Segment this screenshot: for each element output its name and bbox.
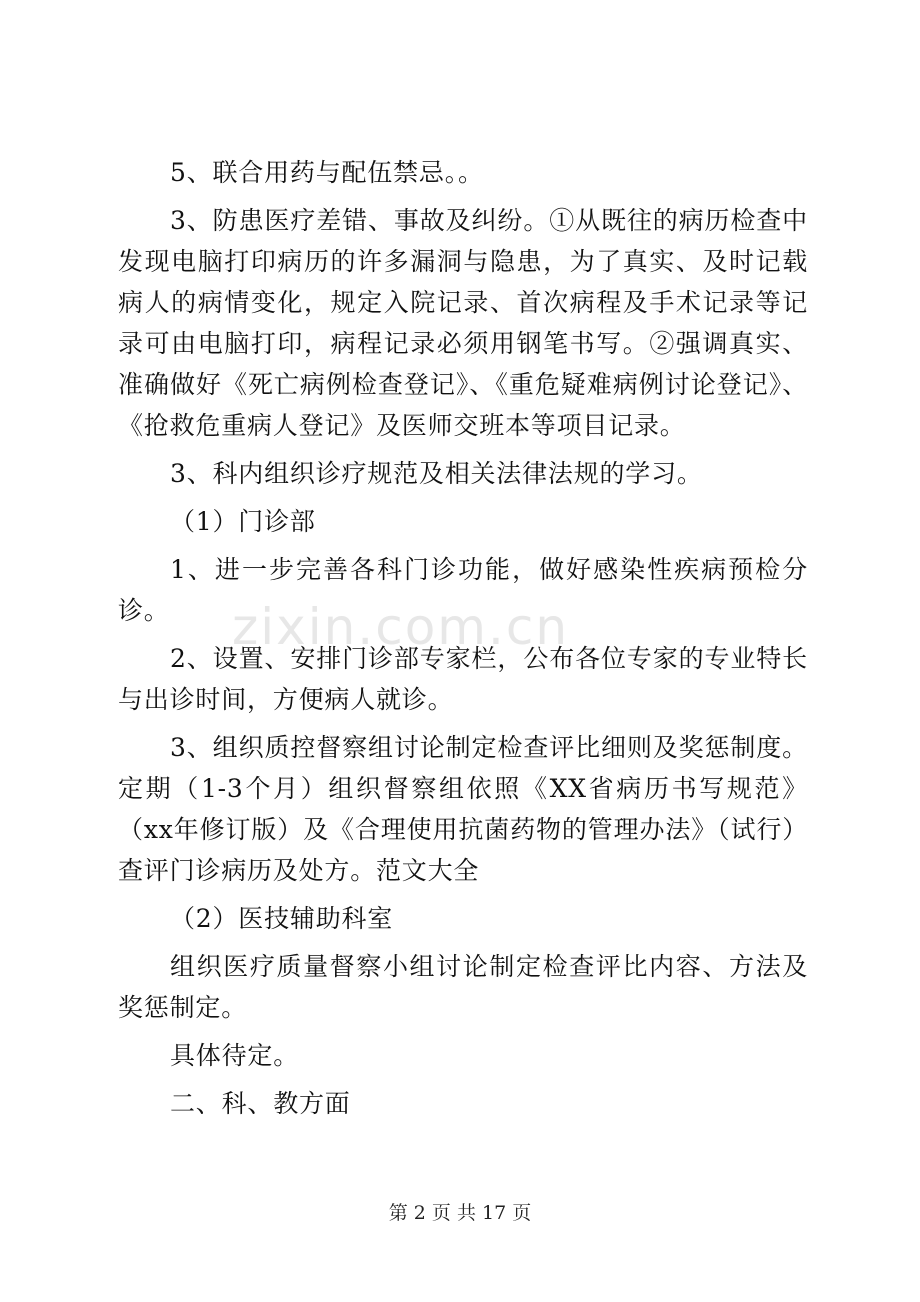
paragraph-3: 3、科内组织诊疗规范及相关法律法规的学习。: [170, 459, 703, 488]
watermark: zixin.com.cn: [232, 598, 570, 656]
paragraph-9: 组织医疗质量督察小组讨论制定检查评比内容、方法及奖惩制定。: [118, 952, 808, 1022]
paragraph-2: 3、防患医疗差错、事故及纠纷。①从既往的病历检查中发现电脑打印病历的许多漏洞与隐患，为了真实、及时记载病人的病情变化，规定入院记录、首次病程及手术记录等记录可由电脑打印，病程记录必须用钢笔书写。②强调真实、准确做好《死亡病例检查登记》、《重危疑难病例讨论登记》、《抢救危重病人登记》及医师交班本等项目记录。: [118, 206, 808, 440]
section-heading-medtech: （2）医技辅助科室: [170, 904, 394, 933]
paragraph-10: 具体待定。: [170, 1041, 300, 1070]
section-heading-outpatient: （1）门诊部: [170, 507, 316, 536]
paragraph-1: 5、联合用药与配伍禁忌。。: [170, 158, 484, 187]
section-heading-research: 二、科、教方面: [170, 1089, 351, 1118]
paragraph-7: 3、组织质控督察组讨论制定检查评比细则及奖惩制度。定期（1-3个月）组织督察组依照《XX省病历书写规范》（xx年修订版）及《合理使用抗菌药物的管理办法》（试行）查评门诊病历及处方。范文大全: [118, 733, 808, 885]
document-body: [118, 152, 808, 1131]
paragraph-6: 2、设置、安排门诊部专家栏，公布各位专家的专业特长与出诊时间，方便病人就诊。: [118, 644, 808, 714]
paragraph-5: 1、进一步完善各科门诊功能，做好感染性疾病预检分诊。: [118, 555, 808, 625]
page-footer: 第 2 页 共 17 页: [388, 1202, 532, 1224]
